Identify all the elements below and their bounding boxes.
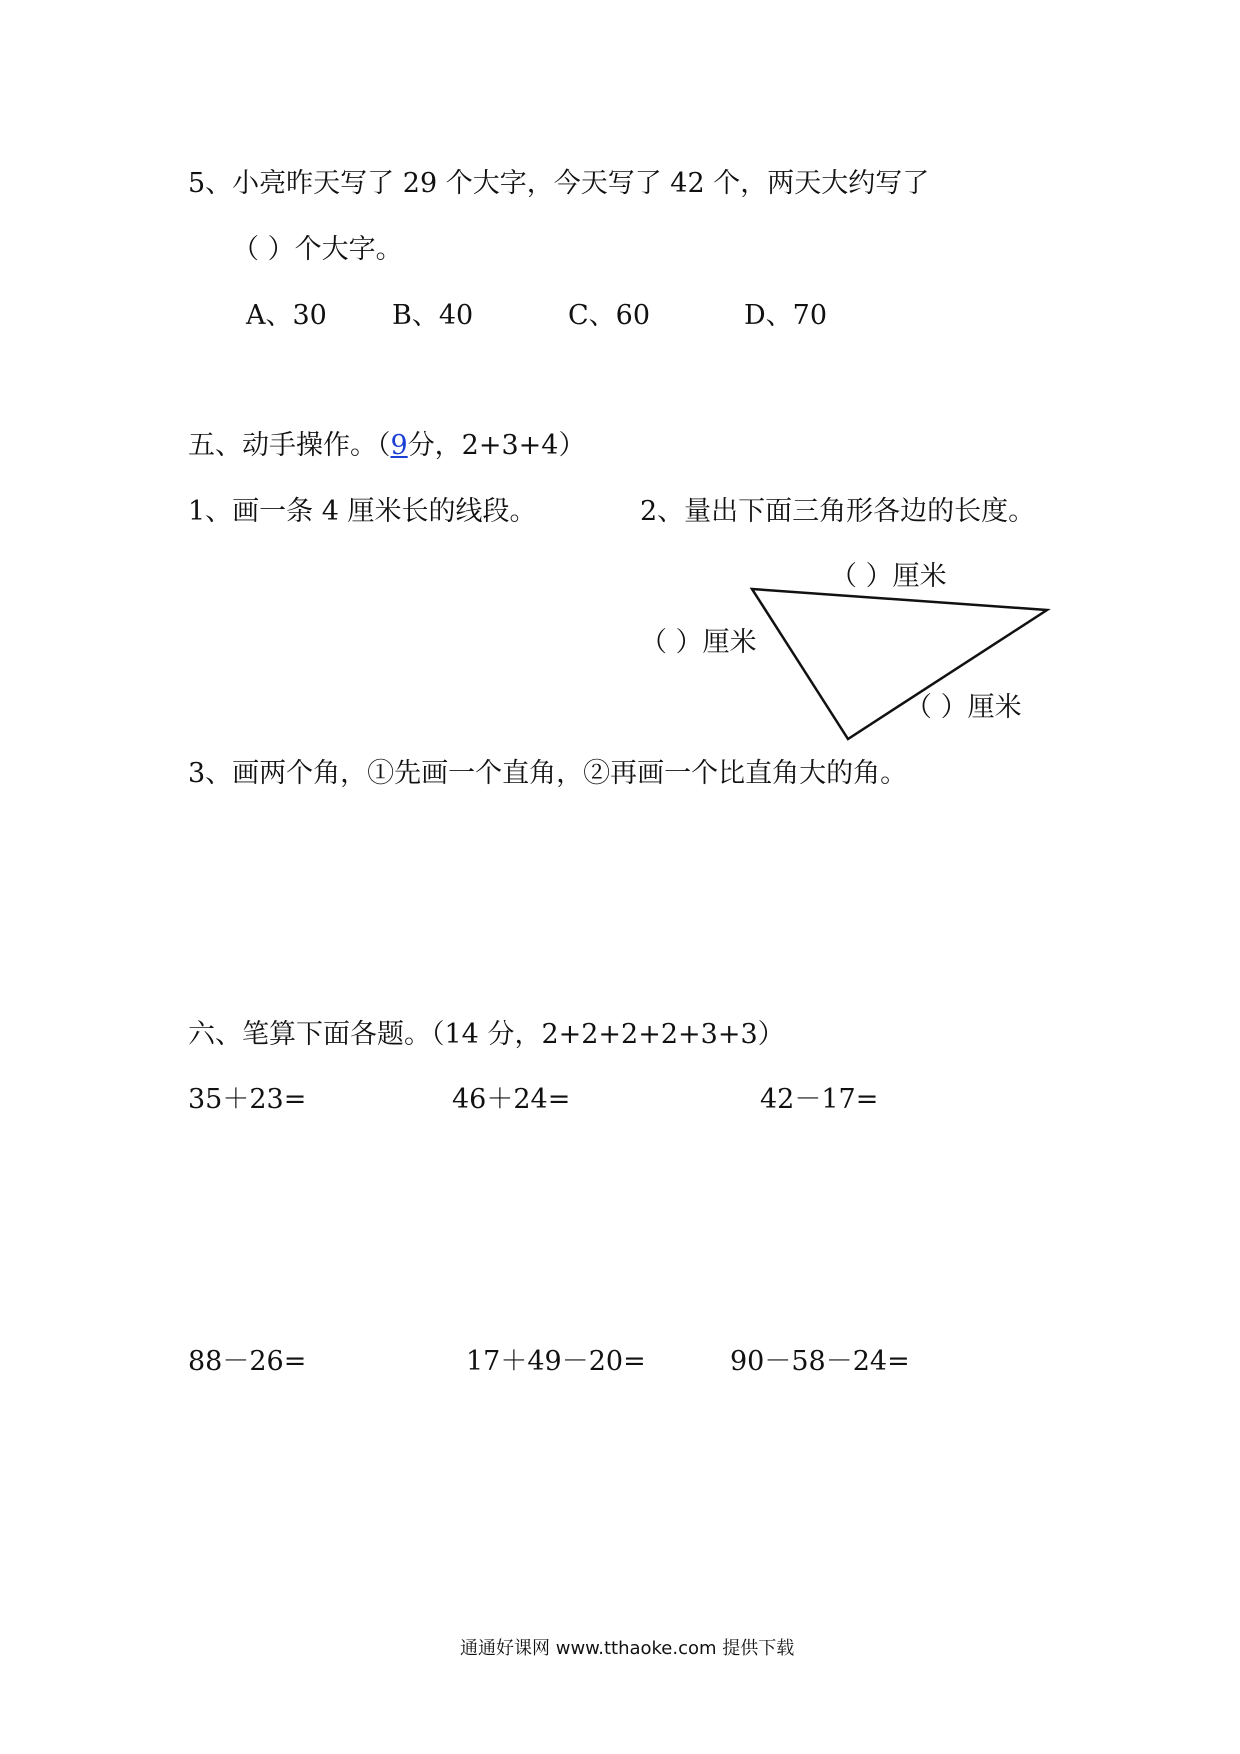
section5-item2: 2、量出下面三角形各边的长度。 [640,496,1036,527]
q5-option-c: C、60 [568,300,651,331]
calc-6: 90－58－24= [730,1346,910,1377]
calc-1: 35＋23= [188,1084,307,1115]
q5-line1: 5、小亮昨天写了 29 个大字，今天写了 42 个，两天大约写了 [188,168,930,199]
calc-4: 88－26= [188,1346,307,1377]
section5-item1: 1、画一条 4 厘米长的线段。 [188,496,537,527]
triangle-label-right: （ ）厘米 [905,692,1022,723]
q5-option-d: D、70 [744,300,828,331]
q5-option-a: A、30 [246,300,327,331]
footer-text: 通通好课网 www.tthaoke.com 提供下载 [460,1638,795,1659]
section6-title: 六、笔算下面各题。（14 分，2+2+2+2+3+3） [188,1019,785,1050]
calc-2: 46＋24= [452,1084,571,1115]
score-link[interactable]: 9 [390,430,408,461]
calc-5: 17＋49－20= [466,1346,646,1377]
section5-title-suffix: 分，2+3+4） [407,430,586,461]
triangle-label-top: （ ）厘米 [830,561,947,592]
triangle-label-left: （ ）厘米 [640,627,757,658]
section5-title-prefix: 五、动手操作。（ [188,430,391,461]
section5-item3: 3、画两个角，①先画一个直角，②再画一个比直角大的角。 [188,758,908,789]
q5-line2: （ ）个大字。 [232,234,403,265]
calc-3: 42－17= [760,1084,879,1115]
q5-option-b: B、40 [392,300,474,331]
